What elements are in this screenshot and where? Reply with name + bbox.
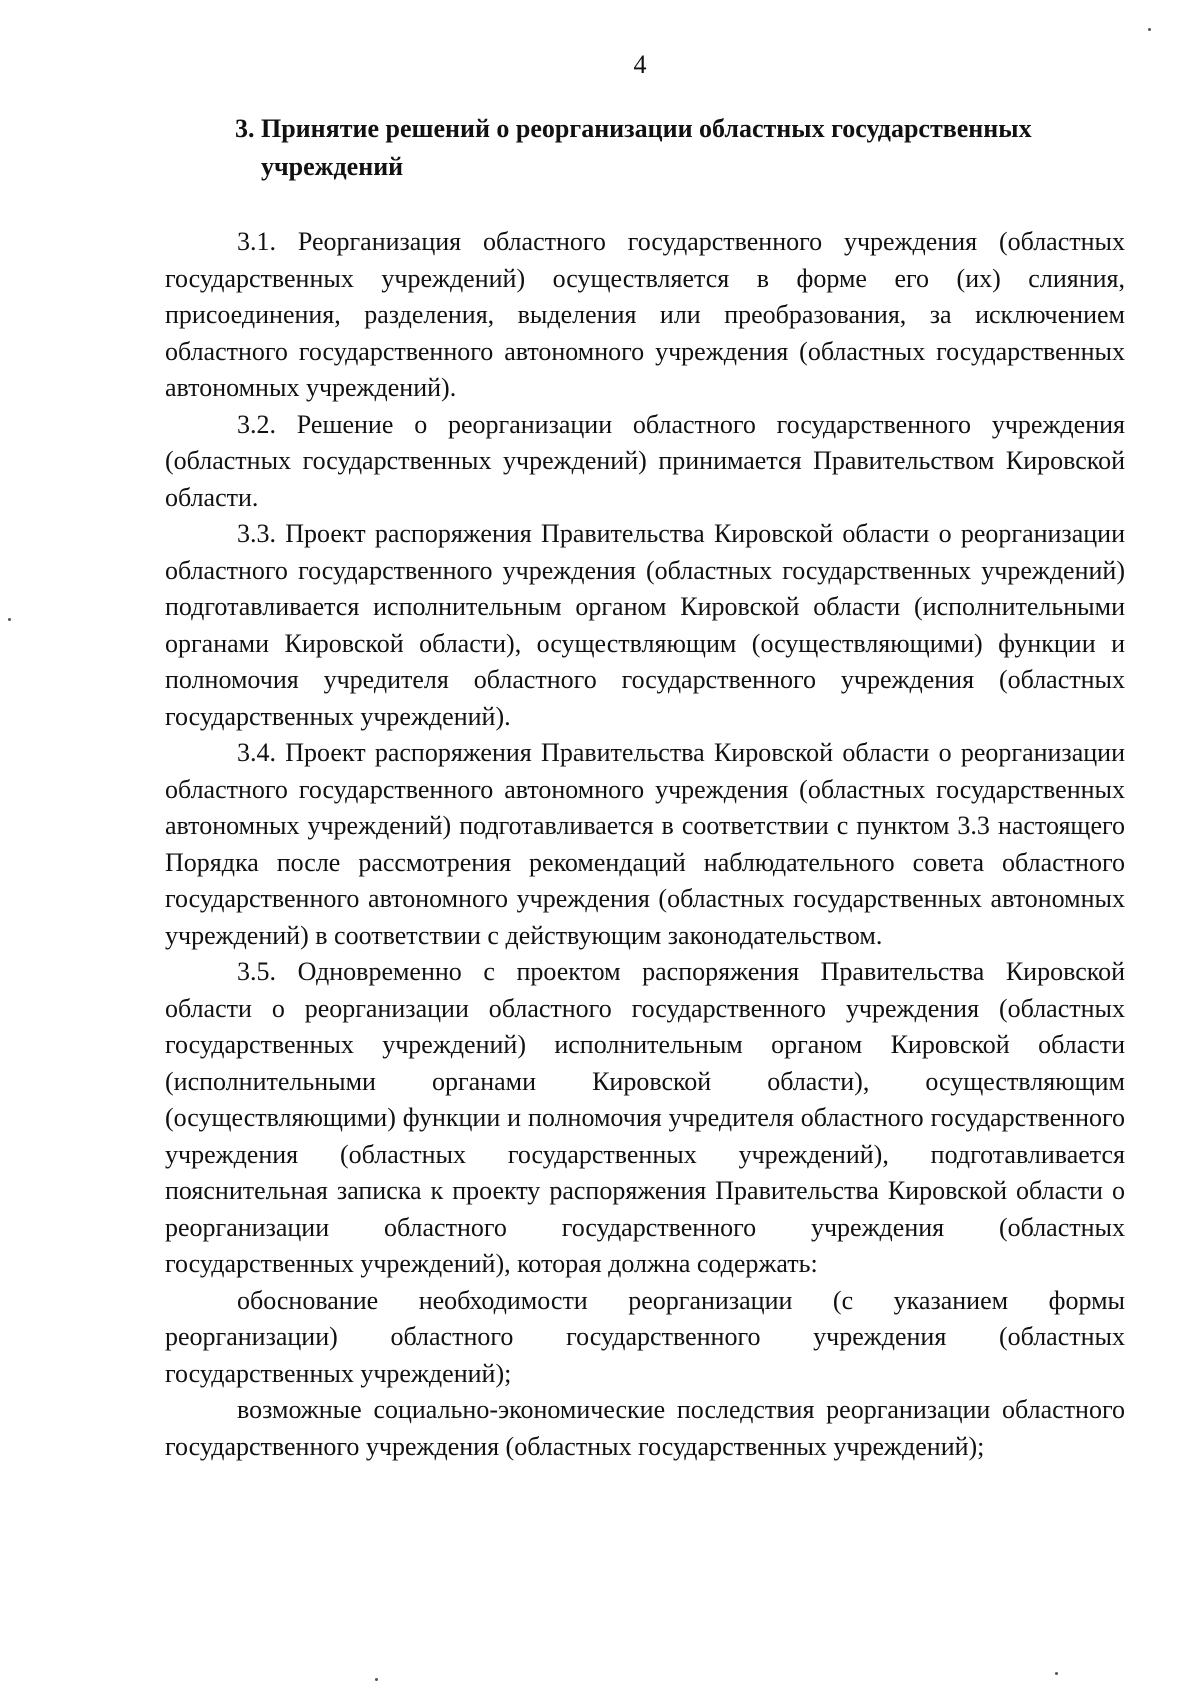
scan-speck: [8, 618, 11, 621]
paragraph-3-1: 3.1. Реорганизация областного государственного учреждения (областных государственных учреждений) осуществляется в форме его (их) слияния, присоединения, разделения, выделения или преобразования, за исключением областного государственного автономного учреждения (областных государственных автономных учреждений).: [165, 227, 1125, 402]
spacer: [165, 186, 1125, 224]
section-title: 3. Принятие решений о реорганизации областных государственных учреждений: [235, 114, 1032, 181]
paragraph-3-4: 3.4. Проект распоряжения Правительства Кировской области о реорганизации областного государственного автономного учреждения (областных государственных автономных учреждений) подготавливается в соответствии с пунктом 3.3 настоящего Порядка после рассмотрения рекомендаций наблюдательного совета областного государственного автономного учреждения (областных государственных автономных учреждений) в соответствии с действующим законодательством.: [165, 738, 1125, 950]
document-body: [165, 110, 1125, 1465]
scan-speck: [1055, 1672, 1058, 1675]
scan-speck: [1148, 28, 1151, 31]
list-item-consequences: возможные социально-экономические последствия реорганизации областного государственного учреждения (областных государственных учреждений);: [165, 1395, 1125, 1461]
list-item-justification: обоснование необходимости реорганизации (с указанием формы реорганизации) областного государственного учреждения (областных государственных учреждений);: [165, 1285, 1125, 1388]
paragraph-3-2: 3.2. Решение о реорганизации областного государственного учреждения (областных государственных учреждений) принимается Правительством Кировской области.: [165, 409, 1125, 512]
page-number: 4: [633, 50, 647, 79]
scan-speck: [375, 1678, 378, 1681]
paragraph-3-5: 3.5. Одновременно с проектом распоряжения Правительства Кировской области о реорганизации областного государственного учреждения (областных государственных учреждений) исполнительным органом Кировской области (исполнительными органами Кировской области), осуществляющим (осуществляющими) функции и полномочия учредителя областного государственного учреждения (областных государственных учреждений), подготавливается пояснительная записка к проекту распоряжения Правительства Кировской области о реорганизации областного государственного учреждения (областных государственных учреждений), которая должна содержать:: [165, 957, 1125, 1278]
paragraph-3-3: 3.3. Проект распоряжения Правительства Кировской области о реорганизации областного государственного учреждения (областных государственных учреждений) подготавливается исполнительным органом Кировской области (исполнительными органами Кировской области), осуществляющим (осуществляющими) функции и полномочия учредителя областного государственного учреждения (областных государственных учреждений).: [165, 519, 1125, 731]
